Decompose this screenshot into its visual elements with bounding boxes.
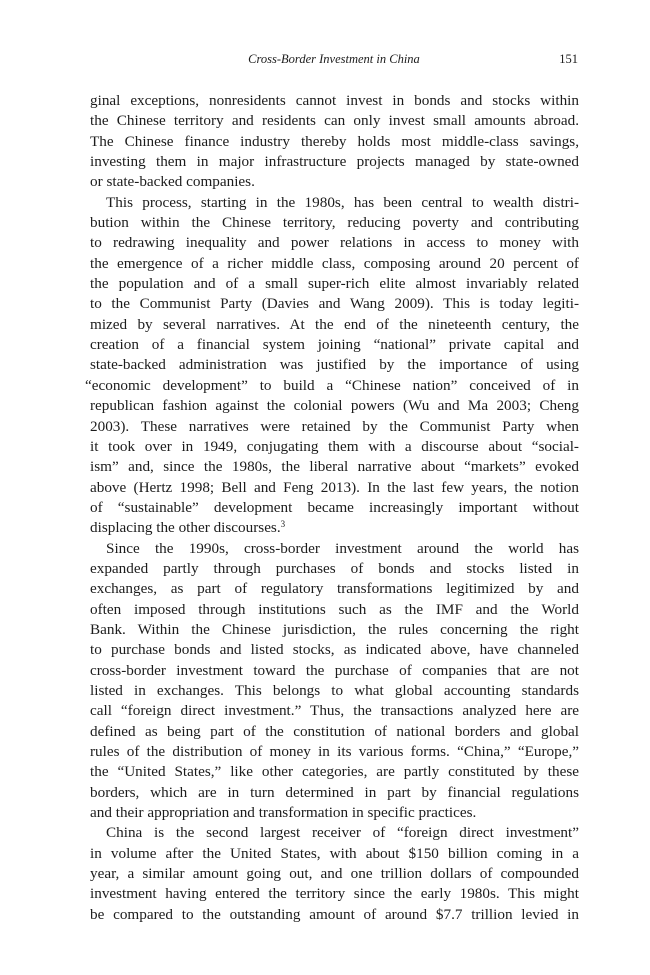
running-head: [90, 52, 578, 70]
text-line: investing them in major infrastructure projects managed by state-owned: [90, 153, 579, 171]
text-line: call “foreign direct investment.” Thus, the transactions analyzed here are: [90, 702, 579, 720]
text-line: above (Hertz 1998; Bell and Feng 2013). In the last few years, the notion: [90, 478, 579, 496]
text-line: China is the second largest receiver of “foreign direct investment”: [106, 824, 579, 842]
text-line: expanded partly through purchases of bonds and stocks listed in: [90, 559, 579, 577]
text-line: The Chinese finance industry thereby holds most middle-class savings,: [90, 132, 579, 150]
text-line: borders, which are in turn determined in part by financial regulations: [90, 783, 579, 801]
text-line: bution within the Chinese territory, reducing poverty and contributing: [90, 214, 579, 232]
text-line: or state-backed companies.: [90, 173, 255, 191]
text-line: listed in exchanges. This belongs to what global accounting standards: [90, 681, 579, 699]
text-line: the “United States,” like other categories, are partly constituted by these: [90, 763, 579, 781]
text-line: ginal exceptions, nonresidents cannot invest in bonds and stocks within: [90, 92, 579, 109]
text-line-content: displacing the other discourses.: [90, 519, 281, 537]
text-line: and their appropriation and transformation in specific practices.: [90, 804, 477, 822]
text-line: defined as being part of the constitution of national borders and global: [90, 722, 579, 740]
text-line: cross-border investment toward the purchase of companies that are not: [90, 661, 579, 679]
footnote-marker: 3: [280, 519, 286, 530]
text-line: Since the 1990s, cross-border investment around the world has: [106, 539, 579, 557]
text-line: it took over in 1949, conjugating them with a discourse about “social-: [90, 437, 579, 455]
text-line: to the Communist Party (Davies and Wang 2009). This is today legiti-: [90, 295, 579, 313]
text-line: to redrawing inequality and power relations in access to money with: [90, 234, 579, 252]
text-line: often imposed through institutions such as the IMF and the World: [90, 600, 579, 618]
text-line: of “sustainable” development became increasingly important without: [90, 498, 579, 516]
text-line: Bank. Within the Chinese jurisdiction, the rules concerning the right: [90, 620, 579, 638]
text-line: state-backed administration was justified by the importance of using: [90, 356, 579, 374]
text-line: rules of the distribution of money in its various forms. “China,” “Europe,”: [90, 743, 579, 760]
text-line: year, a similar amount going out, and one trillion dollars of compounded: [90, 865, 579, 883]
text-line: in volume after the United States, with about $150 billion coming in a: [90, 844, 579, 862]
running-title: Cross-Border Investment in China: [248, 52, 420, 66]
text-line: republican fashion against the colonial powers (Wu and Ma 2003; Cheng: [90, 397, 579, 415]
text-line: “economic development” to build a “Chinese nation” conceived of in: [85, 376, 579, 394]
text-line: This process, starting in the 1980s, has been central to wealth distri-: [106, 193, 579, 211]
text-line: the population and of a small super-rich elite almost invariably related: [90, 275, 579, 293]
text-line: to purchase bonds and listed stocks, as indicated above, have channeled: [90, 641, 579, 659]
text-line: 2003). These narratives were retained by the Communist Party when: [90, 417, 579, 435]
text-line: investment having entered the territory since the early 1980s. This might: [90, 885, 579, 903]
page-number: 151: [559, 52, 578, 66]
text-line: be compared to the outstanding amount of around $7.7 trillion levied in: [90, 905, 579, 923]
text-line: [90, 518, 579, 538]
text-line: exchanges, as part of regulatory transformations legitimized by and: [90, 580, 579, 598]
text-line: creation of a financial system joining “national” private capital and: [90, 336, 579, 354]
text-line: ism” and, since the 1980s, the liberal narrative about “markets” evoked: [90, 458, 579, 476]
text-line: the emergence of a richer middle class, composing around 20 percent of: [90, 254, 579, 272]
body-text: [85, 91, 579, 925]
text-line: mized by several narratives. At the end of the nineteenth century, the: [90, 315, 579, 333]
text-line: the Chinese territory and residents can only invest small amounts abroad.: [90, 112, 579, 130]
